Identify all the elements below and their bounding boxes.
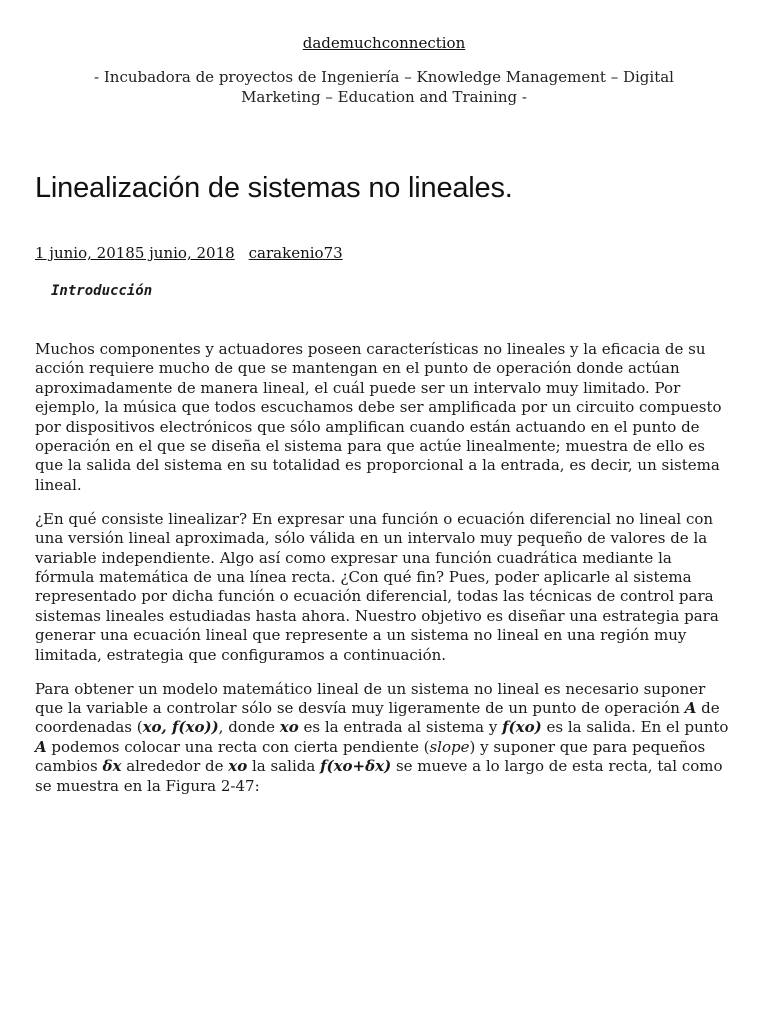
paragraph-2: ¿En qué consiste linealizar? En expresar una función o ecuación diferencial no lineal con una versión lineal aproximada, sólo válida en un intervalo muy pequeño de valores de la variable independiente. Algo así como expresar una función cuadrática mediante la fórmula matemática de una línea recta. ¿Con qué fin? Pues, poder aplicarle al sistema representado por dicha función o ecuación diferencial, todas las técnicas de control para sistemas lineales estudiadas hasta ahora. Nuestro objetivo es diseñar una estrategia para generar una ecuación lineal que represente a un sistema no lineal en una región muy limitada, estrategia que configuramos a continuación. xyxy=(35,509,719,664)
intro-heading: Introducción xyxy=(51,283,153,299)
p3-text: de coordenadas ( xyxy=(35,698,720,737)
p3-text: , donde xyxy=(218,718,280,737)
p3-text: se mueve a lo largo de esta recta, tal como se muestra en la Figura 2-47: xyxy=(35,757,723,795)
post-content xyxy=(35,340,733,796)
fxo-delta-symbol: f(xo+δx) xyxy=(320,757,392,776)
point-a-symbol: A xyxy=(684,698,697,717)
p3-text: Para obtener un modelo matemático lineal de un sistema no lineal es necesario suponer que la variable a controlar sólo se desvía muy ligeramente de un punto de operación xyxy=(35,679,706,717)
post-date-published: 1 junio, 2018 xyxy=(35,244,135,262)
p3-text: alrededor de xyxy=(121,757,229,776)
fxo-symbol: f(xo) xyxy=(502,718,542,737)
post-title: Linealización de sistemas no lineales. xyxy=(35,172,513,204)
p3-text: ) y suponer que para pequeños cambios xyxy=(35,737,706,776)
p3-text: es la salida. En el punto xyxy=(541,718,729,737)
slope-term: slope xyxy=(429,737,470,756)
xo-symbol: xo xyxy=(228,757,248,776)
post-date-link[interactable] xyxy=(35,244,235,262)
site-header xyxy=(0,0,768,107)
point-a-symbol: A xyxy=(35,737,47,756)
paragraph-1: Muchos componentes y actuadores poseen características no lineales y la eficacia de su acción requiere mucho de que se mantengan en el punto de operación donde actúan aproximadamente de manera lineal, el cuál puede ser un intervalo muy limitado. Por ejemplo, la música que todos escuchamos debe ser amplificada por un circuito compuesto por dispositivos electrónicos que sólo amplifican cuando están actuando en el punto de operación en el que se diseña el sistema para que actúe linealmente; muestra de ello es que la salida del sistema en su totalidad es proporcional a la entrada, es decir, un sistema lineal. xyxy=(35,340,722,494)
p3-text: la salida xyxy=(247,757,321,776)
xo-symbol: xo xyxy=(279,718,299,737)
coordinates-symbol: xo, f(xo)) xyxy=(142,718,219,737)
post-article xyxy=(0,170,768,796)
p3-text: es la entrada al sistema y xyxy=(298,718,503,737)
site-title-link[interactable]: dademuchconnection xyxy=(302,34,466,52)
paragraph-3 xyxy=(35,680,733,796)
site-description: - Incubadora de proyectos de Ingeniería – Knowledge Management – Digital Marketing – Education and Training - xyxy=(94,68,674,106)
post-author-link[interactable]: carakenio73 xyxy=(248,244,343,262)
delta-x-symbol: δx xyxy=(102,757,122,776)
p3-text: podemos colocar una recta con cierta pendiente ( xyxy=(46,737,430,756)
post-date-updated: 5 junio, 2018 xyxy=(134,244,235,262)
post-meta xyxy=(35,243,733,263)
